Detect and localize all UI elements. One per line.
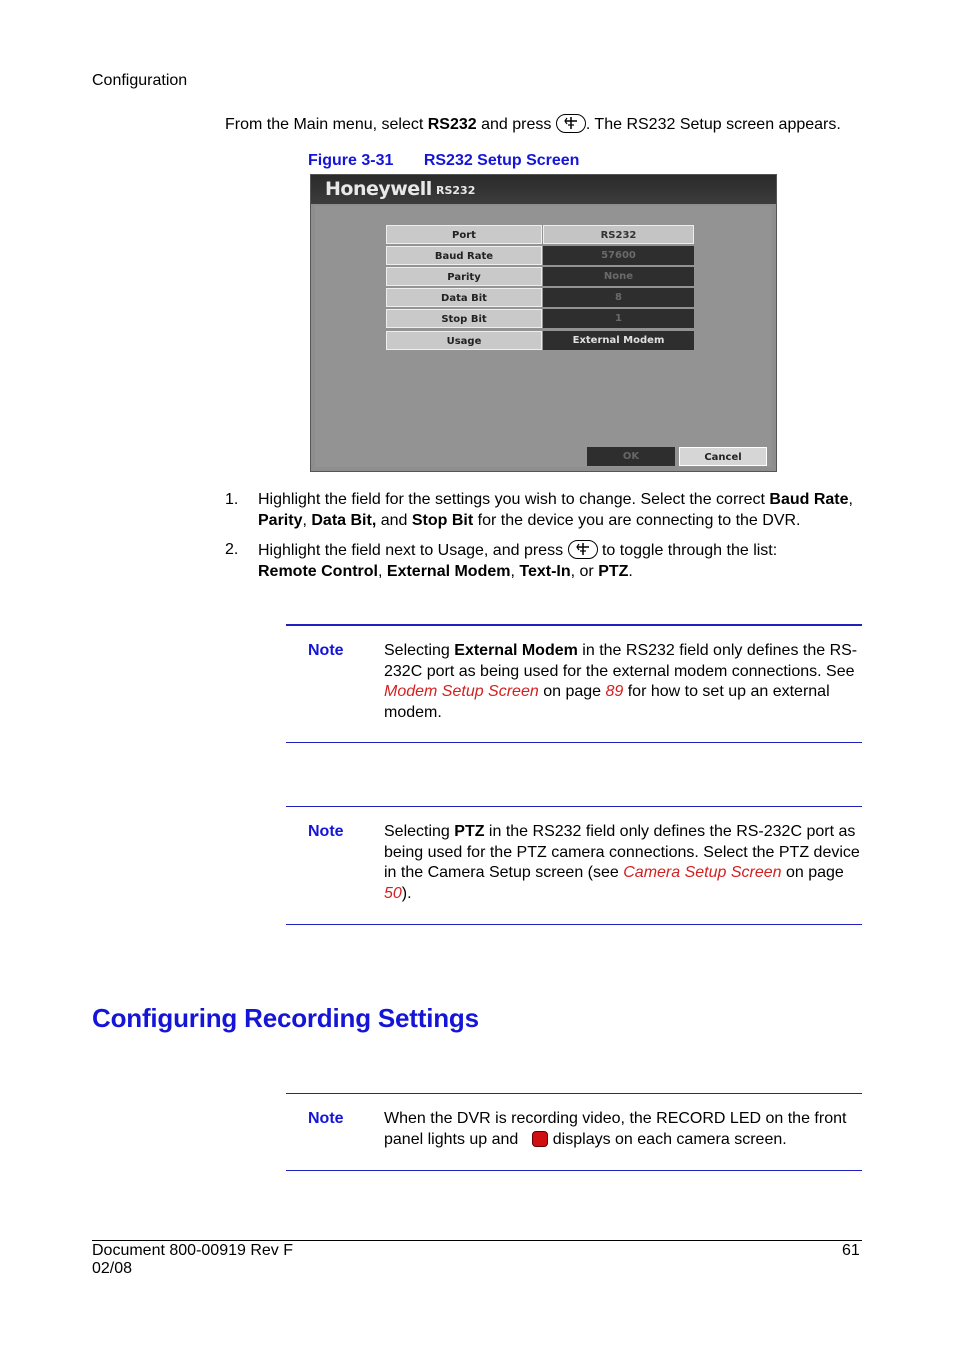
dvr-value: None (543, 267, 694, 286)
note-label: Note (308, 642, 344, 659)
dvr-value: RS232 (543, 225, 694, 244)
dvr-label: Usage (386, 331, 542, 350)
note-label: Note (308, 1110, 344, 1127)
note-bottom-rule (286, 1170, 862, 1171)
dvr-value: 57600 (543, 246, 694, 265)
footer-page-number: 61 (842, 1242, 860, 1259)
note-label: Note (308, 823, 344, 840)
footer-rule (92, 1240, 862, 1241)
dvr-ok-button: OK (587, 447, 675, 466)
dvr-value: 8 (543, 288, 694, 307)
note-bottom-rule (286, 742, 862, 743)
dvr-label: Stop Bit (386, 309, 542, 328)
dvr-cancel-button: Cancel (679, 447, 767, 466)
note-top-rule (286, 1093, 862, 1094)
dvr-row-data-bit (386, 288, 694, 308)
note-body: Selecting PTZ in the RS232 field only defines the RS-232C port as being used for the PTZ camera connections. Select the PTZ device in the Camera Setup screen (see Camera Setup Screen on page 50). (384, 823, 860, 902)
figure-title: RS232 Setup Screen (423, 152, 580, 169)
dvr-value: 1 (543, 309, 694, 328)
dvr-title-bar (311, 175, 776, 204)
running-header: Configuration (92, 72, 188, 89)
enter-key-icon (568, 540, 598, 559)
note-bottom-rule (286, 924, 862, 925)
dvr-label: Baud Rate (386, 246, 542, 265)
dvr-label: Port (386, 225, 542, 244)
dvr-row-parity (386, 267, 694, 287)
dvr-label: Parity (386, 267, 542, 286)
step-number: 2. (225, 541, 239, 558)
dvr-value: External Modem (543, 331, 694, 350)
step-text: Highlight the field next to Usage, and press to toggle through the list: Remote Control, External Modem, Text-In, or PTZ. (258, 542, 778, 580)
intro-paragraph: From the Main menu, select RS232 and press . The RS232 Setup screen appears. (225, 116, 841, 133)
step-number: 1. (225, 491, 239, 508)
enter-key-icon (556, 114, 586, 133)
dvr-row-usage (386, 331, 694, 351)
dvr-row-baud-rate (386, 246, 694, 266)
figure-caption (308, 152, 579, 170)
honeywell-logo: Honeywell (325, 178, 432, 200)
dvr-row-stop-bit (386, 309, 694, 329)
camera-setup-screen-link[interactable]: Camera Setup Screen (623, 864, 782, 881)
note-body: Selecting External Modem in the RS232 field only defines the RS-232C port as being used for the external modem connections. See Modem Setup Screen on page 89 for how to set up an external modem. (384, 642, 858, 721)
modem-setup-screen-link[interactable]: Modem Setup Screen (384, 683, 539, 700)
note-top-rule (286, 806, 862, 807)
figure-number: Figure 3-31 (308, 152, 394, 169)
step-text: Highlight the field for the settings you wish to change. Select the correct Baud Rate, Parity, Data Bit, and Stop Bit for the device you are connecting to the DVR. (258, 491, 853, 529)
footer-doc-id: Document 800-00919 Rev F (92, 1242, 293, 1259)
rs232-setup-screenshot (310, 174, 777, 472)
record-indicator-icon (533, 1132, 547, 1146)
section-heading: Configuring Recording Settings (92, 1003, 479, 1033)
note-top-rule (286, 624, 862, 626)
footer-date: 02/08 (92, 1260, 133, 1277)
dvr-label: Data Bit (386, 288, 542, 307)
note-body: When the DVR is recording video, the RECORD LED on the front panel lights up and displays on each camera screen. (384, 1110, 847, 1148)
dvr-row-port (386, 225, 694, 245)
page-50-link[interactable]: 50 (384, 884, 402, 902)
dvr-screen-tab: RS232 (436, 184, 476, 197)
page-89-link[interactable]: 89 (605, 683, 624, 700)
